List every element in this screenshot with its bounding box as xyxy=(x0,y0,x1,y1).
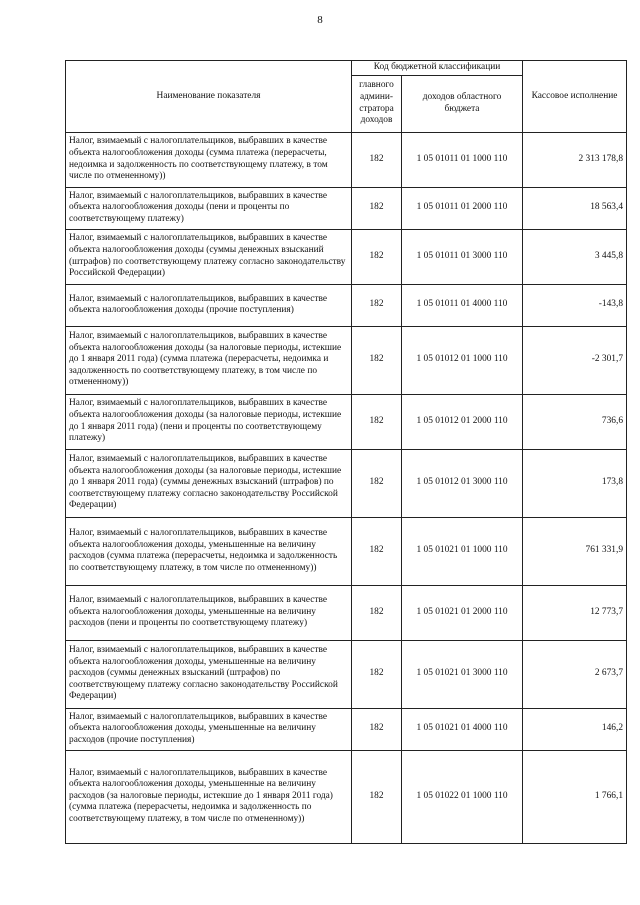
administrator-code-cell: 182 xyxy=(352,229,402,284)
revenue-code-cell: 1 05 01021 01 2000 110 xyxy=(402,585,523,640)
indicator-name-cell: Налог, взимаемый с налогоплательщиков, выбравших в качестве объекта налогообложения доходы, уменьшенные на величину расходов (сумма платежа (перерасчеты, недоимка и задолженность по соответствующему платежу, в том числе по отмененному)) xyxy=(66,517,352,585)
indicator-name-cell: Налог, взимаемый с налогоплательщиков, выбравших в качестве объекта налогообложения доходы (суммы денежных взысканий (штрафов) по соответствующему платежу согласно законодательству Российской Федерации) xyxy=(66,229,352,284)
administrator-code-cell: 182 xyxy=(352,394,402,449)
page-number: 8 xyxy=(317,14,323,26)
revenue-code-cell: 1 05 01021 01 1000 110 xyxy=(402,517,523,585)
indicator-name-cell: Налог, взимаемый с налогоплательщиков, выбравших в качестве объекта налогообложения доходы (за налоговые периоды, истекшие до 1 января 2011 года) (суммы денежных взысканий (штрафов) по соответствующему платежу согласно законодательству Российской Федерации) xyxy=(66,449,352,517)
cash-execution-cell: 173,8 xyxy=(523,449,627,517)
revenue-code-cell: 1 05 01011 01 2000 110 xyxy=(402,187,523,229)
administrator-code-cell: 182 xyxy=(352,750,402,843)
cash-execution-cell: 146,2 xyxy=(523,708,627,750)
indicator-name-cell: Налог, взимаемый с налогоплательщиков, выбравших в качестве объекта налогообложения доходы, уменьшенные на величину расходов (пени и проценты по соответствующему платежу) xyxy=(66,585,352,640)
administrator-code-cell: 182 xyxy=(352,708,402,750)
administrator-code-cell: 182 xyxy=(352,187,402,229)
cash-execution-cell: 736,6 xyxy=(523,394,627,449)
budget-report-table xyxy=(65,60,627,844)
indicator-name-cell: Налог, взимаемый с налогоплательщиков, выбравших в качестве объекта налогообложения доходы, уменьшенные на величину расходов (за налоговые периоды, истекшие до 1 января 2011 года) (сумма платежа (перерасчеты, недоимка и задолженность по соответствующему платежу, в том числе по отмененному)) xyxy=(66,750,352,843)
table-row xyxy=(66,132,627,187)
header-indicator-name: Наименование показателя xyxy=(66,61,352,133)
table-row xyxy=(66,229,627,284)
table-row xyxy=(66,640,627,708)
revenue-code-cell: 1 05 01022 01 1000 110 xyxy=(402,750,523,843)
administrator-code-cell: 182 xyxy=(352,132,402,187)
table-row xyxy=(66,326,627,394)
table-body xyxy=(66,132,627,843)
table-row xyxy=(66,585,627,640)
administrator-code-cell: 182 xyxy=(352,284,402,326)
cash-execution-cell: -143,8 xyxy=(523,284,627,326)
administrator-code-cell: 182 xyxy=(352,585,402,640)
indicator-name-cell: Налог, взимаемый с налогоплательщиков, выбравших в качестве объекта налогообложения доходы, уменьшенные на величину расходов (суммы денежных взысканий (штрафов) по соответствующему платежу согласно законодательству Российской Федерации) xyxy=(66,640,352,708)
administrator-code-cell: 182 xyxy=(352,517,402,585)
table-header xyxy=(66,61,627,133)
administrator-code-cell: 182 xyxy=(352,449,402,517)
revenue-code-cell: 1 05 01011 01 1000 110 xyxy=(402,132,523,187)
indicator-name-cell: Налог, взимаемый с налогоплательщиков, выбравших в качестве объекта налогообложения доходы (за налоговые периоды, истекшие до 1 января 2011 года) (пени и проценты по соответствующему платежу) xyxy=(66,394,352,449)
revenue-code-cell: 1 05 01011 01 4000 110 xyxy=(402,284,523,326)
table-row xyxy=(66,750,627,843)
indicator-name-cell: Налог, взимаемый с налогоплательщиков, выбравших в качестве объекта налогообложения доходы (за налоговые периоды, истекшие до 1 января 2011 года) (сумма платежа (перерасчеты, недоимка и задолженность по соответствующему платежу, в том числе по отмененному)) xyxy=(66,326,352,394)
table-row xyxy=(66,394,627,449)
administrator-code-cell: 182 xyxy=(352,640,402,708)
header-chief-administrator: главного админи-стратора доходов xyxy=(352,75,402,132)
table-row xyxy=(66,284,627,326)
header-regional-revenue-code: доходов областного бюджета xyxy=(402,75,523,132)
table-row xyxy=(66,708,627,750)
cash-execution-cell: 1 766,1 xyxy=(523,750,627,843)
cash-execution-cell: 761 331,9 xyxy=(523,517,627,585)
indicator-name-cell: Налог, взимаемый с налогоплательщиков, выбравших в качестве объекта налогообложения доходы (прочие поступления) xyxy=(66,284,352,326)
indicator-name-cell: Налог, взимаемый с налогоплательщиков, выбравших в качестве объекта налогообложения доходы (пени и проценты по соответствующему платежу) xyxy=(66,187,352,229)
revenue-code-cell: 1 05 01012 01 3000 110 xyxy=(402,449,523,517)
header-cash-execution: Кассовое исполнение xyxy=(523,61,627,133)
cash-execution-cell: 2 673,7 xyxy=(523,640,627,708)
revenue-code-cell: 1 05 01012 01 2000 110 xyxy=(402,394,523,449)
header-classification-code: Код бюджетной классификации xyxy=(352,61,523,76)
revenue-code-cell: 1 05 01021 01 3000 110 xyxy=(402,640,523,708)
table-row xyxy=(66,517,627,585)
administrator-code-cell: 182 xyxy=(352,326,402,394)
cash-execution-cell: 18 563,4 xyxy=(523,187,627,229)
revenue-code-cell: 1 05 01021 01 4000 110 xyxy=(402,708,523,750)
indicator-name-cell: Налог, взимаемый с налогоплательщиков, выбравших в качестве объекта налогообложения доходы (сумма платежа (перерасчеты, недоимка и задолженность по соответствующему платежу, в том числе по отмененному)) xyxy=(66,132,352,187)
table-row xyxy=(66,187,627,229)
revenue-code-cell: 1 05 01012 01 1000 110 xyxy=(402,326,523,394)
indicator-name-cell: Налог, взимаемый с налогоплательщиков, выбравших в качестве объекта налогообложения доходы, уменьшенные на величину расходов (прочие поступления) xyxy=(66,708,352,750)
revenue-code-cell: 1 05 01011 01 3000 110 xyxy=(402,229,523,284)
cash-execution-cell: -2 301,7 xyxy=(523,326,627,394)
cash-execution-cell: 3 445,8 xyxy=(523,229,627,284)
cash-execution-cell: 2 313 178,8 xyxy=(523,132,627,187)
table-row xyxy=(66,449,627,517)
cash-execution-cell: 12 773,7 xyxy=(523,585,627,640)
